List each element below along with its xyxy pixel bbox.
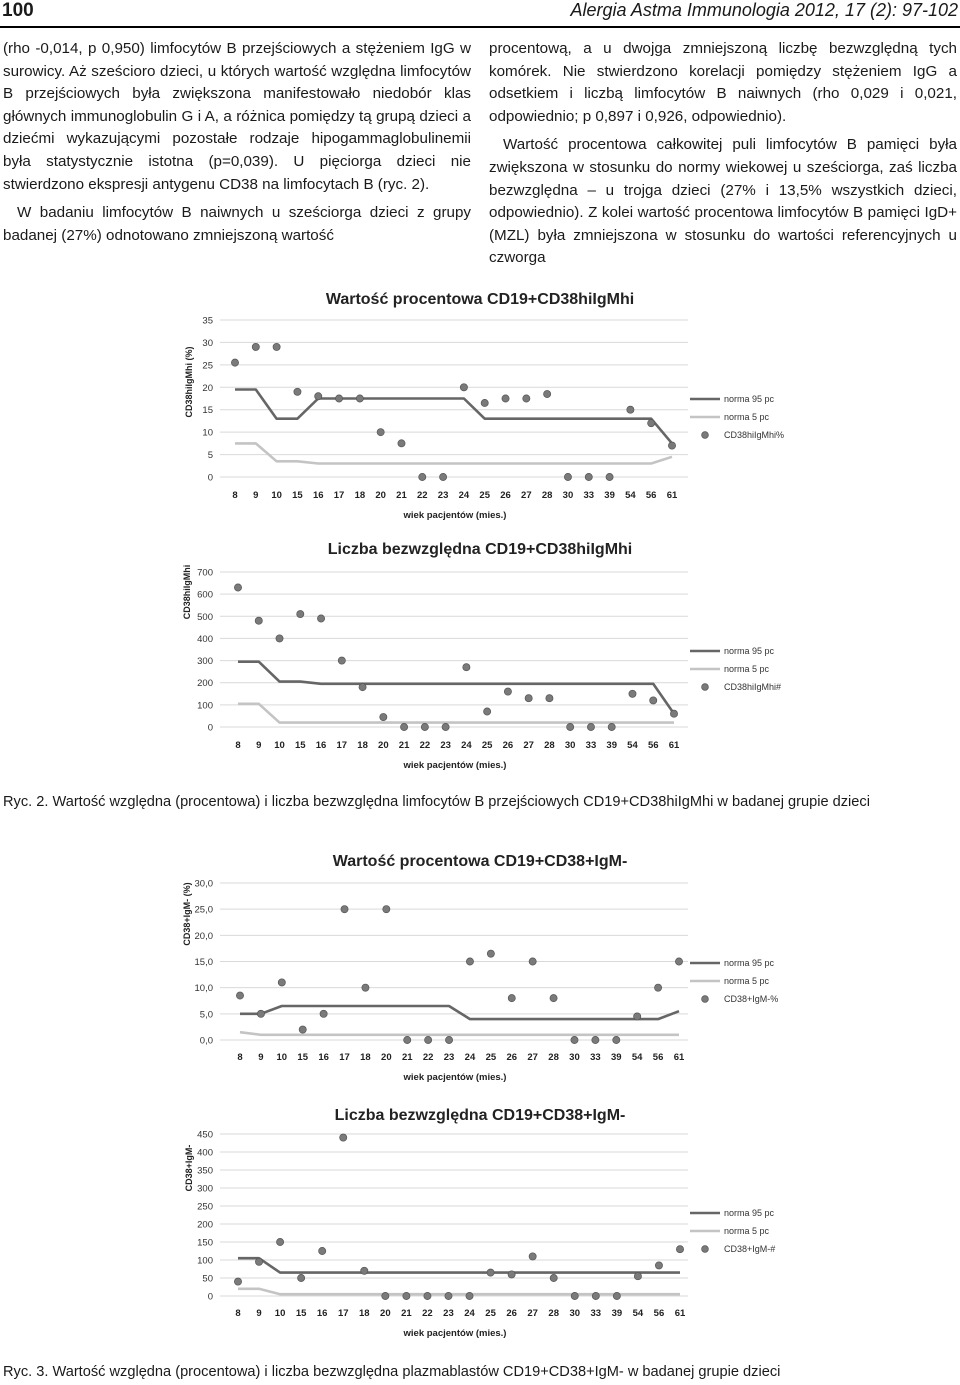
data-point xyxy=(252,343,259,350)
paragraph: Wartość procentowa całkowitej puli limfocytów B pamięci była zwiększona w stosunku do normy wiekowej u sześciorga, zaś liczba bezwzględna – u trojga dzieci (27% i 13,5% wszystkich dzieci, odpowiednio). Z kolei wartość procentowa limfocytów B pamięci IgD+ (MZL) była zmniejszona w stosunku do wartości referencyjnych u czworga xyxy=(489,136,957,267)
x-tick-label: 16 xyxy=(315,740,327,751)
data-point xyxy=(648,420,655,427)
x-tick-label: 9 xyxy=(256,740,262,751)
data-point xyxy=(676,1246,683,1253)
x-tick-label: 17 xyxy=(333,490,345,501)
data-point xyxy=(297,610,304,617)
text-column-right xyxy=(489,38,957,276)
x-tick-label: 16 xyxy=(316,1308,328,1319)
x-tick-label: 56 xyxy=(645,490,657,501)
x-tick-label: 18 xyxy=(358,1308,370,1319)
y-tick-label: 150 xyxy=(197,1237,213,1249)
x-tick-label: 21 xyxy=(401,1052,413,1063)
legend-label: CD38+IgM-% xyxy=(724,994,779,1004)
legend-marker xyxy=(702,996,709,1003)
data-point xyxy=(442,723,449,730)
data-point xyxy=(400,723,407,730)
legend-label: norma 5 pc xyxy=(724,412,770,422)
chart-title: Liczba bezwzględna CD19+CD38hiIgMhi xyxy=(327,541,633,558)
data-point xyxy=(670,710,677,717)
y-tick-label: 700 xyxy=(197,567,213,579)
x-tick-label: 17 xyxy=(337,1308,349,1319)
series-line xyxy=(238,662,674,714)
y-tick-label: 10 xyxy=(202,427,213,439)
x-tick-label: 24 xyxy=(461,740,472,751)
y-tick-label: 400 xyxy=(197,633,213,645)
data-point xyxy=(234,1278,241,1285)
x-tick-label: 24 xyxy=(458,490,470,501)
data-point xyxy=(317,615,324,622)
x-tick-label: 20 xyxy=(375,490,386,501)
legend-label: CD38hiIgMhi# xyxy=(724,682,782,692)
data-point xyxy=(592,1036,599,1043)
x-tick-label: 8 xyxy=(235,1308,241,1319)
x-tick-label: 20 xyxy=(380,1308,391,1319)
data-point xyxy=(362,984,369,991)
data-point xyxy=(276,1238,283,1245)
y-axis-label: CD38hiIgMhi (%) xyxy=(184,346,194,418)
x-tick-label: 30 xyxy=(569,1052,580,1063)
x-tick-label: 8 xyxy=(237,1052,243,1063)
x-tick-label: 27 xyxy=(527,1052,538,1063)
data-point xyxy=(571,1292,578,1299)
data-point xyxy=(544,390,551,397)
y-tick-label: 25 xyxy=(202,360,213,372)
data-point xyxy=(481,399,488,406)
data-point xyxy=(359,684,366,691)
x-tick-label: 18 xyxy=(360,1052,371,1063)
data-point xyxy=(487,1269,494,1276)
data-point xyxy=(257,1010,264,1017)
y-tick-label: 500 xyxy=(197,611,213,623)
data-point xyxy=(484,708,491,715)
y-tick-label: 15 xyxy=(202,405,213,417)
y-tick-label: 30 xyxy=(202,337,213,349)
y-tick-label: 100 xyxy=(197,1255,213,1267)
x-tick-label: 24 xyxy=(464,1052,476,1063)
x-tick-label: 26 xyxy=(500,490,511,501)
y-tick-label: 0 xyxy=(207,472,213,484)
data-point xyxy=(613,1292,620,1299)
data-point xyxy=(377,429,384,436)
data-point xyxy=(338,657,345,664)
data-point xyxy=(445,1036,452,1043)
x-tick-label: 25 xyxy=(485,1052,497,1063)
y-tick-label: 50 xyxy=(202,1273,213,1285)
x-tick-label: 30 xyxy=(569,1308,581,1319)
series-line xyxy=(240,1006,679,1019)
x-tick-label: 30 xyxy=(564,740,576,751)
x-tick-label: 23 xyxy=(443,1308,454,1319)
chart-title: Wartość procentowa CD19+CD38hiIgMhi xyxy=(325,291,635,308)
data-point xyxy=(613,1036,620,1043)
data-point xyxy=(655,1262,662,1269)
data-point xyxy=(439,473,446,480)
figure-2-caption: Ryc. 2. Wartość względna (procentowa) i liczba bezwzględna limfocytów B przejściowych CD19+CD38hiIgMhi w badanej grupie dzieci xyxy=(3,794,870,810)
data-point xyxy=(650,697,657,704)
series-line xyxy=(238,1289,680,1294)
y-axis-label: CD38+IgM- xyxy=(184,1144,194,1192)
x-tick-label: 33 xyxy=(590,1308,602,1319)
data-point xyxy=(320,1010,327,1017)
x-tick-label: 10 xyxy=(271,490,282,501)
x-tick-label: 28 xyxy=(548,1052,559,1063)
data-point xyxy=(236,992,243,999)
y-tick-label: 10,0 xyxy=(194,983,213,995)
x-tick-label: 22 xyxy=(422,1308,433,1319)
legend-label: norma 5 pc xyxy=(724,976,770,986)
x-tick-label: 9 xyxy=(253,490,259,501)
data-point xyxy=(404,1036,411,1043)
x-tick-label: 61 xyxy=(668,740,680,751)
x-tick-label: 17 xyxy=(339,1052,350,1063)
data-point xyxy=(382,1292,389,1299)
data-point xyxy=(508,995,515,1002)
y-tick-label: 25,0 xyxy=(194,904,213,916)
data-point xyxy=(508,1271,515,1278)
data-point xyxy=(525,695,532,702)
y-tick-label: 15,0 xyxy=(194,957,213,968)
y-tick-label: 0,0 xyxy=(199,1035,213,1047)
x-tick-label: 54 xyxy=(631,1052,643,1063)
data-point xyxy=(608,723,615,730)
x-tick-label: 54 xyxy=(625,490,636,501)
chart-title: Liczba bezwzględna CD19+CD38+IgM- xyxy=(334,1107,626,1124)
data-point xyxy=(634,1273,641,1280)
data-point xyxy=(504,688,511,695)
x-tick-label: 20 xyxy=(381,1052,392,1063)
data-point xyxy=(315,393,322,400)
data-point xyxy=(403,1292,410,1299)
data-point xyxy=(398,440,405,447)
x-tick-label: 20 xyxy=(378,740,389,751)
data-point xyxy=(231,359,238,366)
x-tick-label: 16 xyxy=(318,1052,329,1063)
series-line xyxy=(238,704,674,723)
x-tick-label: 56 xyxy=(647,740,659,751)
data-point xyxy=(546,695,553,702)
data-point xyxy=(425,1036,432,1043)
x-tick-label: 22 xyxy=(419,740,431,751)
data-point xyxy=(419,473,426,480)
legend-label: CD38hiIgMhi% xyxy=(724,430,785,440)
y-tick-label: 0 xyxy=(207,722,213,734)
x-tick-label: 27 xyxy=(527,1308,538,1319)
data-point xyxy=(629,690,636,697)
data-point xyxy=(361,1267,368,1274)
y-tick-label: 20 xyxy=(202,382,213,394)
x-tick-label: 27 xyxy=(521,490,532,501)
x-tick-label: 15 xyxy=(295,1308,307,1319)
x-axis-label: wiek pacjentów (mies.) xyxy=(403,760,507,771)
data-point xyxy=(341,906,348,913)
data-point xyxy=(627,406,634,413)
x-tick-label: 39 xyxy=(606,740,618,751)
data-point xyxy=(550,1274,557,1281)
y-tick-label: 0 xyxy=(207,1291,213,1303)
chart-fig2-absolute xyxy=(0,532,960,777)
legend-label: norma 5 pc xyxy=(724,1226,770,1236)
legend-label: norma 95 pc xyxy=(724,1208,775,1218)
data-point xyxy=(445,1292,452,1299)
data-point xyxy=(278,979,285,986)
x-tick-label: 22 xyxy=(422,1052,434,1063)
x-tick-label: 33 xyxy=(585,740,597,751)
x-tick-label: 22 xyxy=(416,490,428,501)
y-axis-label: CD38+IgM- (%) xyxy=(182,882,192,946)
data-point xyxy=(340,1134,347,1141)
data-point xyxy=(294,388,301,395)
x-tick-label: 26 xyxy=(502,740,514,751)
x-tick-label: 27 xyxy=(523,740,534,751)
chart-fig3-percent xyxy=(0,844,960,1094)
data-point xyxy=(234,584,241,591)
x-tick-label: 30 xyxy=(562,490,574,501)
x-tick-label: 33 xyxy=(583,490,595,501)
data-point xyxy=(585,473,592,480)
data-point xyxy=(529,1253,536,1260)
x-tick-label: 54 xyxy=(632,1308,644,1319)
x-tick-label: 26 xyxy=(506,1308,517,1319)
x-tick-label: 61 xyxy=(666,490,678,501)
data-point xyxy=(567,723,574,730)
x-tick-label: 25 xyxy=(485,1308,496,1319)
data-point xyxy=(255,617,262,624)
legend-label: norma 95 pc xyxy=(724,394,775,404)
data-point xyxy=(592,1292,599,1299)
journal-running-head: Alergia Astma Immunologia 2012, 17 (2): 97-102 xyxy=(570,0,958,20)
chart-fig3-absolute xyxy=(0,1098,960,1348)
x-tick-label: 28 xyxy=(544,740,555,751)
x-tick-label: 26 xyxy=(506,1052,518,1063)
data-point xyxy=(380,713,387,720)
paragraph: procentową, a u dwojga zmniejszoną liczbę bezwzględną tych komórek. Nie stwierdzono korelacji pomiędzy stężeniem IgG a odsetkiem i liczbą limfocytów B naiwnych (rho 0,029 i 0,021, odpowiednio; p 0,897 i 0,926, odpowiednio). xyxy=(489,40,957,125)
y-tick-label: 450 xyxy=(197,1129,213,1141)
x-tick-label: 61 xyxy=(673,1052,685,1063)
data-point xyxy=(335,395,342,402)
x-tick-label: 18 xyxy=(357,740,368,751)
x-tick-label: 39 xyxy=(611,1308,623,1319)
data-point xyxy=(356,395,363,402)
x-tick-label: 10 xyxy=(274,1308,286,1319)
legend-marker xyxy=(702,1246,709,1253)
y-tick-label: 300 xyxy=(197,1183,213,1195)
y-tick-label: 35 xyxy=(202,315,213,327)
x-tick-label: 39 xyxy=(604,490,615,501)
data-point xyxy=(421,723,428,730)
x-tick-label: 15 xyxy=(294,740,306,751)
data-point xyxy=(634,1013,641,1020)
chart-fig2-percent xyxy=(0,282,960,522)
x-tick-label: 23 xyxy=(443,1052,455,1063)
data-point xyxy=(529,958,536,965)
y-tick-label: 200 xyxy=(197,678,213,690)
legend-label: norma 5 pc xyxy=(724,664,770,674)
data-point xyxy=(319,1247,326,1254)
y-tick-label: 300 xyxy=(197,656,213,668)
x-tick-label: 10 xyxy=(274,740,285,751)
data-point xyxy=(383,906,390,913)
legend-label: norma 95 pc xyxy=(724,958,775,968)
x-tick-label: 8 xyxy=(235,740,241,751)
x-tick-label: 15 xyxy=(292,490,303,501)
x-tick-label: 9 xyxy=(256,1308,262,1319)
y-tick-label: 200 xyxy=(197,1219,213,1231)
series-line xyxy=(235,390,672,444)
x-tick-label: 25 xyxy=(479,490,491,501)
data-point xyxy=(273,343,280,350)
x-tick-label: 28 xyxy=(548,1308,560,1319)
data-point xyxy=(276,635,283,642)
paragraph: W badaniu limfocytów B naiwnych u sześciorga dzieci z grupy badanej (27%) odnotowano zmniejszoną wartość xyxy=(3,204,471,244)
x-axis-label: wiek pacjentów (mies.) xyxy=(403,1328,507,1339)
figure-3-caption: Ryc. 3. Wartość względna (procentowa) i liczba bezwzględna plazmablastów CD19+CD38+IgM- w badanej grupie dzieci xyxy=(3,1364,781,1380)
legend-label: CD38+IgM-# xyxy=(724,1244,776,1254)
x-tick-label: 25 xyxy=(481,740,493,751)
x-tick-label: 10 xyxy=(276,1052,288,1063)
x-axis-label: wiek pacjentów (mies.) xyxy=(403,510,507,521)
x-axis-label: wiek pacjentów (mies.) xyxy=(403,1072,507,1083)
data-point xyxy=(298,1274,305,1281)
y-tick-label: 600 xyxy=(197,589,213,601)
data-point xyxy=(606,473,613,480)
x-tick-label: 24 xyxy=(464,1308,475,1319)
x-tick-label: 21 xyxy=(401,1308,412,1319)
data-point xyxy=(463,664,470,671)
data-point xyxy=(668,442,675,449)
x-tick-label: 21 xyxy=(396,490,407,501)
x-tick-label: 23 xyxy=(440,740,451,751)
x-tick-label: 28 xyxy=(541,490,553,501)
x-tick-label: 15 xyxy=(297,1052,309,1063)
x-tick-label: 56 xyxy=(652,1052,664,1063)
y-tick-label: 20,0 xyxy=(194,930,213,942)
data-point xyxy=(654,984,661,991)
x-tick-label: 8 xyxy=(232,490,238,501)
x-tick-label: 9 xyxy=(258,1052,264,1063)
legend-label: norma 95 pc xyxy=(724,646,775,656)
page-header xyxy=(0,0,960,28)
data-point xyxy=(466,958,473,965)
x-tick-label: 18 xyxy=(354,490,366,501)
series-line xyxy=(235,443,672,463)
data-point xyxy=(487,950,494,957)
y-axis-label: CD38hiIgMhi xyxy=(182,564,192,620)
y-tick-label: 400 xyxy=(197,1147,213,1159)
x-tick-label: 39 xyxy=(610,1052,622,1063)
y-tick-label: 30,0 xyxy=(194,878,213,890)
legend-marker xyxy=(702,684,709,691)
text-column-left xyxy=(3,38,471,253)
x-tick-label: 23 xyxy=(437,490,449,501)
legend-marker xyxy=(702,432,709,439)
data-point xyxy=(466,1292,473,1299)
page-number: 100 xyxy=(2,0,34,21)
paragraph: (rho -0,014, p 0,950) limfocytów B przejściowych a stężeniem IgG w surowicy. Aż sześcioro dzieci, u których wartość względna limfocytów B przejściowych była zwiększona manifestowało niedobór klas głównych immunoglobulin G i A, a różnica pomiędzy tą grupą dzieci a dziećmi wykazującymi pozostałe rodzaje hipogammaglobulinemii była statystycznie istotna (p=0,039). U pięciorga dzieci nie stwierdzono ekspresji antygenu CD38 na limfocytach B (ryc. 2). xyxy=(3,40,471,193)
data-point xyxy=(424,1292,431,1299)
x-tick-label: 61 xyxy=(674,1308,686,1319)
y-tick-label: 100 xyxy=(197,700,213,712)
x-tick-label: 17 xyxy=(336,740,348,751)
data-point xyxy=(502,395,509,402)
data-point xyxy=(675,958,682,965)
y-tick-label: 250 xyxy=(197,1201,213,1213)
data-point xyxy=(255,1258,262,1265)
x-tick-label: 21 xyxy=(398,740,410,751)
y-tick-label: 5 xyxy=(207,450,213,462)
x-tick-label: 54 xyxy=(627,740,638,751)
y-tick-label: 5,0 xyxy=(199,1009,213,1021)
data-point xyxy=(523,395,530,402)
x-tick-label: 56 xyxy=(653,1308,665,1319)
x-tick-label: 33 xyxy=(590,1052,601,1063)
data-point xyxy=(460,384,467,391)
x-tick-label: 16 xyxy=(312,490,324,501)
chart-title: Wartość procentowa CD19+CD38+IgM- xyxy=(332,853,628,870)
series-line xyxy=(240,1032,679,1035)
data-point xyxy=(299,1026,306,1033)
data-point xyxy=(564,473,571,480)
data-point xyxy=(571,1036,578,1043)
data-point xyxy=(587,723,594,730)
y-tick-label: 350 xyxy=(197,1165,213,1177)
data-point xyxy=(550,995,557,1002)
